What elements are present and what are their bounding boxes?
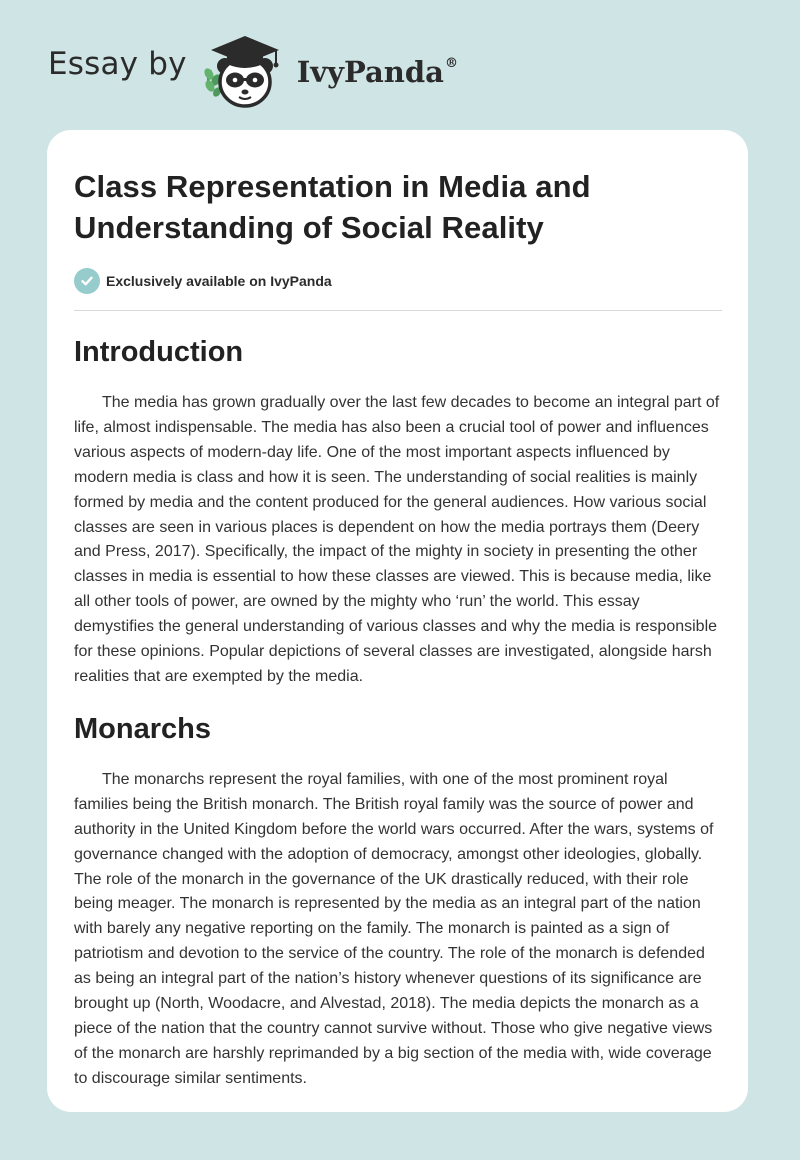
panda-graduate-icon[interactable] — [201, 30, 293, 110]
essay-by-label: Essay by — [48, 46, 187, 82]
exclusive-badge-label: Exclusively available on IvyPanda — [106, 273, 332, 289]
section-heading-introduction: Introduction — [74, 336, 244, 368]
section-text-monarchs: The monarchs represent the royal families, with one of the most prominent royal families being the British monarch. The British royal family was the source of power and authority in the United Kingdom before the world wars occurred. After the wars, systems of governance changed with the adoption of democracy, amongst other ideologies, globally. The role of the monarch in the governance of the UK drastically reduced, with their role being meager. The monarch is represented by the media as an integral part of the nation with barely any negative reporting on the family. The monarch is painted as a sign of patriotism and devotion to the service of the country. The role of the monarch is defended as being an integral part of the nation’s history whenever questions of its significance are brought up (North, Woodacre, and Alvestad, 2018). The media depicts the monarch as a piece of the nation that the country cannot survive without. Those who give negative views of the monarch are harshly reprimanded by a big section of the media with, wide coverage to discourage similar sentiments. — [74, 770, 714, 1087]
site-header — [48, 30, 458, 110]
essay-title: Class Representation in Media and Understanding of Social Reality — [74, 169, 591, 245]
exclusive-badge — [74, 268, 722, 294]
brand-name[interactable] — [297, 55, 458, 89]
section-text-introduction: The media has grown gradually over the last few decades to become an integral part of life, almost indispensable. The media has also been a crucial tool of power and influences various aspects of modern-day life. One of the most important aspects influenced by modern media is class and how it is seen. The understanding of social realities is mainly formed by media and the content produced for the general audiences. How various social classes are seen in various places is dependent on how the media portrays them (Deery and Press, 2017). Specifically, the impact of the mighty in society in presenting the other classes in media is essential to how these classes are viewed. This is because media, like all other tools of power, are owned by the mighty who ‘run’ the world. This essay demystifies the general understanding of various classes and why the media is responsible for these opinions. Popular depictions of several classes are investigated, alongside harsh realities that are exempted by the media. — [74, 394, 720, 685]
registered-mark: ® — [444, 56, 458, 72]
section-heading-monarchs: Monarchs — [74, 712, 211, 745]
check-icon — [74, 268, 100, 294]
title-divider — [74, 310, 722, 311]
brand-name-text: IvyPanda — [296, 55, 444, 89]
essay-card — [47, 130, 748, 1112]
